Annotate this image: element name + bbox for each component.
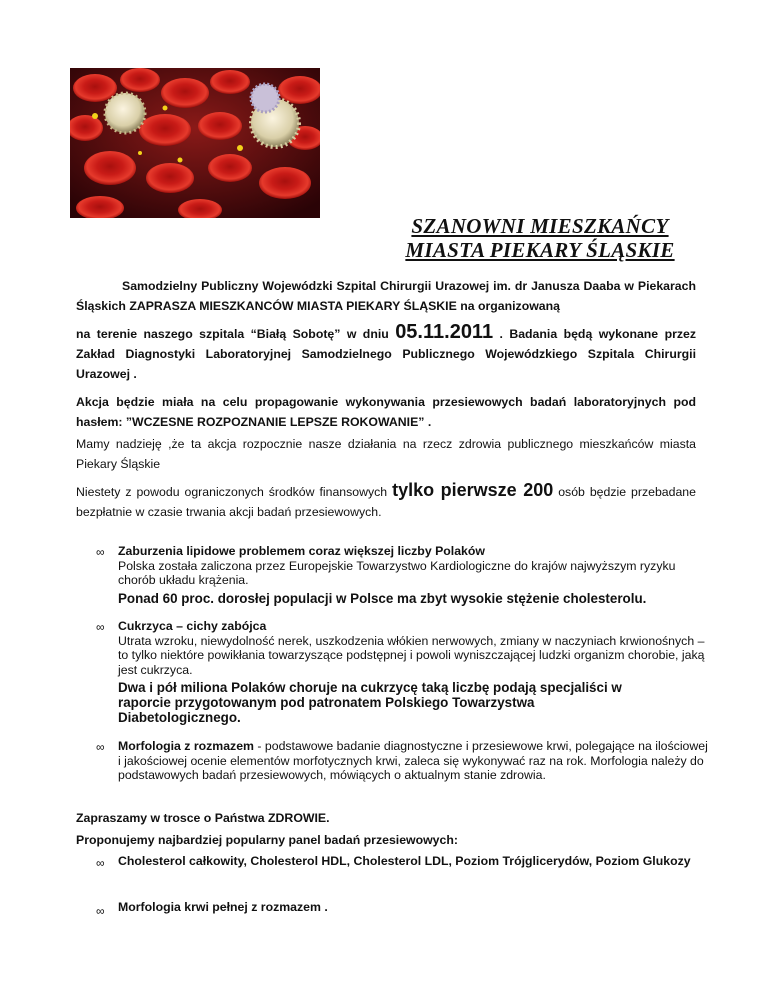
bullet-lipids-body: Polska została zaliczona przez Europejskie Towarzystwo Kardiologiczne do krajów najwyższym ryzyku chorób układu krążenia. [118, 558, 676, 587]
intro-text-b: na terenie naszego szpitala “Białą Sobotę” w dniu [76, 327, 389, 341]
bullet-morphology [118, 739, 708, 783]
bullet-icon: ∞ [96, 740, 105, 754]
bullet-diabetes-heading: Cukrzyca – cichy zabójca [118, 619, 267, 633]
bullet-icon: ∞ [96, 856, 105, 870]
bullet-morphology-heading: Morfologia z rozmazem [118, 739, 254, 753]
bullet-icon: ∞ [96, 620, 105, 634]
intro-paragraph-4 [76, 480, 696, 522]
panel-title: Proponujemy najbardziej popularny panel badań przesiewowych: [76, 833, 458, 847]
bullet-icon: ∞ [96, 545, 105, 559]
panel-item-lipid-glucose: Cholesterol całkowity, Cholesterol HDL, Cholesterol LDL, Poziom Trójglicerydów, Poziom Glukozy [118, 854, 691, 868]
bullet-diabetes-body: Utrata wzroku, niewydolność nerek, uszkodzenia włókien nerwowych, zmiany w naczyniach krwionośnych – to tylko niektóre powikłania towarzyszące podstępnej i powoli wyniszczającej ludzki organizm chorobie, jaką jest cukrzyca. [118, 633, 705, 677]
closing-invite: Zapraszamy w trosce o Państwa ZDROWIE. [76, 811, 330, 825]
bullet-icon: ∞ [96, 904, 105, 918]
intro-text-p4b: osób będzie przebadane bezpłatnie w czasie trwania akcji badań przesiewowych. [76, 485, 696, 519]
title-line-1: SZANOWNI MIESZKAŃCY [411, 214, 669, 238]
blood-cells-image [70, 68, 320, 218]
blood-cells-illustration [70, 68, 320, 218]
intro-paragraph-1 [76, 276, 696, 316]
bullet-lipids-heading: Zaburzenia lipidowe problemem coraz większej liczby Polaków [118, 544, 485, 558]
title-line-2: MIASTA PIEKARY ŚLĄSKIE [405, 238, 675, 262]
bullet-diabetes [118, 619, 708, 725]
bullet-diabetes-emphasis: Dwa i pół miliona Polaków choruje na cukrzycę taką liczbę podają specjaliści w raporcie przygotowanym pod patronatem Polskiego Towarzystwa Diabetologicznego. [118, 680, 622, 725]
intro-text-a: Samodzielny Publiczny Wojewódzki Szpital Chirurgii Urazowej im. dr Janusza Daaba w Piekarach Śląskich ZAPRASZA MIESZKANCÓW MIASTA PIEKARY ŚLĄSKIE na organizowaną [76, 279, 696, 313]
panel-item-morphology: Morfologia krwi pełnej z rozmazem . [118, 900, 328, 914]
intro-paragraph-2: Akcja będzie miała na celu propagowanie wykonywania przesiewowych badań laboratoryjnych pod hasłem: ”WCZESNE ROZPOZNANIE LEPSZE ROKOWANIE” . [76, 395, 696, 429]
intro-paragraph-1-cont [76, 322, 696, 384]
bullet-lipids-emphasis: Ponad 60 proc. dorosłej populacji w Polsce ma zbyt wysokie stężenie cholesterolu. [118, 590, 647, 606]
event-date: 05.11.2011 [395, 321, 494, 343]
limit-highlight: tylko pierwsze 200 [392, 480, 554, 500]
intro-text-p4a: Niestety z powodu ograniczonych środków finansowych [76, 485, 388, 499]
bullet-lipids [118, 544, 708, 606]
bullet-morphology-body: - podstawowe badanie diagnostyczne i przesiewowe krwi, polegające na ilościowej i jakościowej ocenie elementów morfotycznych krwi, zaleca się wykonywać raz na rok. Morfologia należy do podstawowych badań przesiewowych, mówiących o aktualnym stanie zdrowia. [118, 739, 708, 782]
intro-text-c: . Badania będą wykonane przez Zakład Diagnostyki Laboratoryjnej Samodzielnego Publicznego Wojewódzkiego Szpitala Chirurgii Urazowej . [76, 327, 696, 381]
intro-paragraph-3: Mamy nadzieję ,że ta akcja rozpocznie nasze działania na rzecz zdrowia publicznego mieszkańców miasta Piekary Śląskie [76, 437, 696, 471]
